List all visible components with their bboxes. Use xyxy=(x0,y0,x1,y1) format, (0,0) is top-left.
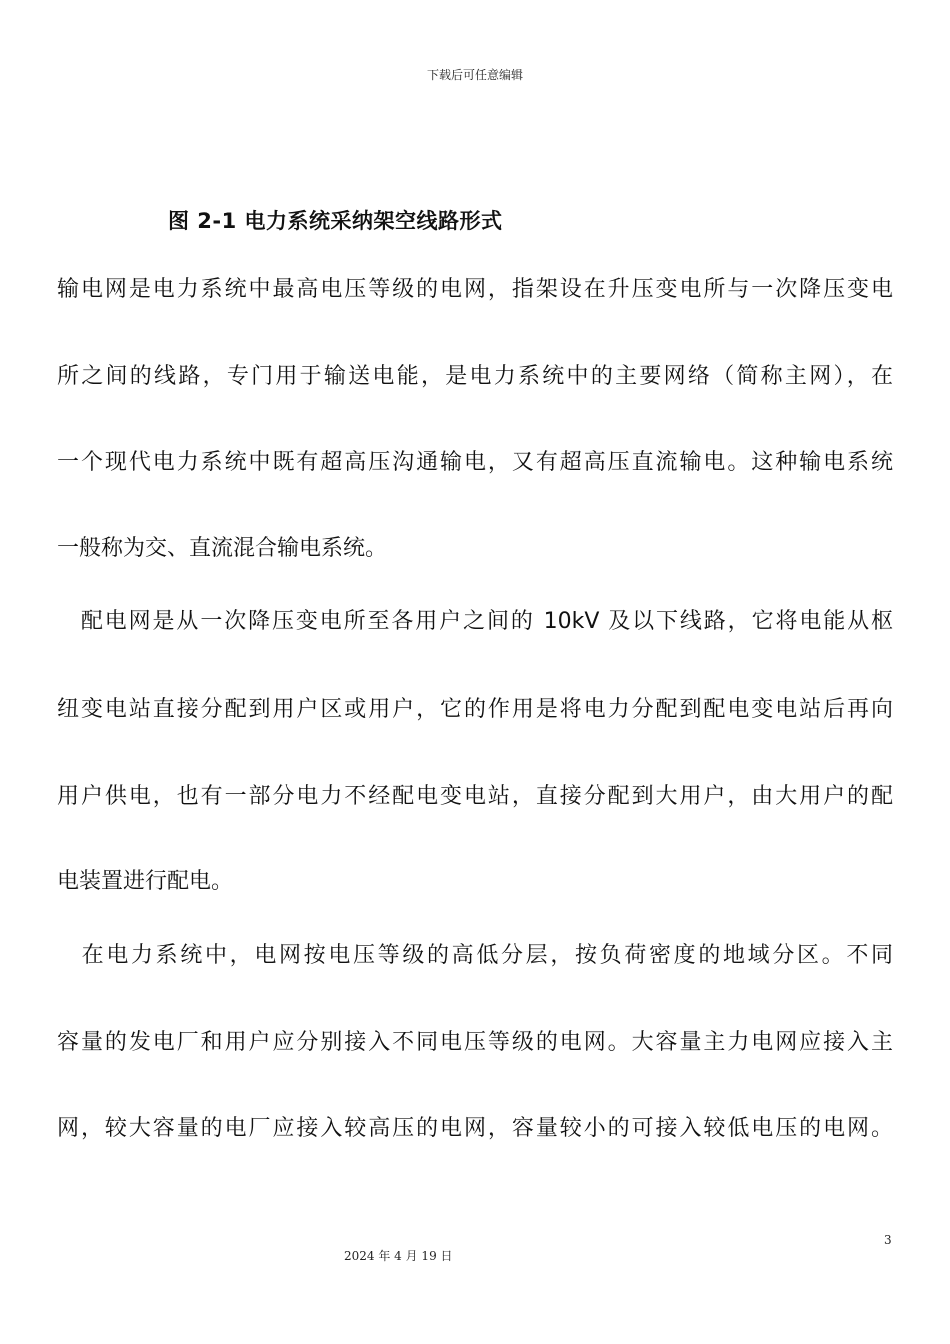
footer-date: 2024 年 4 月 19 日 xyxy=(344,1249,453,1263)
text-line: 配电网是从一次降压变电所至各用户之间的 10kV 及以下线路，它将电能从枢 xyxy=(57,609,893,634)
text-line: 网，较大容量的电厂应接入较高压的电网，容量较小的可接入较低电压的电网。 xyxy=(57,1116,893,1141)
page-number: 3 xyxy=(884,1233,892,1247)
text-line: 一个现代电力系统中既有超高压沟通输电，又有超高压直流输电。这种输电系统 xyxy=(57,450,893,475)
figure-caption: 图 2-1 电力系统采纳架空线路形式 xyxy=(168,209,503,233)
text-line: 电装置进行配电。 xyxy=(57,869,234,894)
page-header: 下载后可任意编辑 xyxy=(426,68,523,82)
text-line: 输电网是电力系统中最高电压等级的电网，指架设在升压变电所与一次降压变电 xyxy=(57,277,893,302)
text-line: 纽变电站直接分配到用户区或用户，它的作用是将电力分配到配电变电站后再向 xyxy=(57,697,893,722)
text-line: 一般称为交、直流混合输电系统。 xyxy=(57,536,388,561)
text-line: 所之间的线路，专门用于输送电能，是电力系统中的主要网络（简称主网），在 xyxy=(57,364,893,389)
text-line: 容量的发电厂和用户应分别接入不同电压等级的电网。大容量主力电网应接入主 xyxy=(57,1030,893,1055)
text-line: 在电力系统中，电网按电压等级的高低分层，按负荷密度的地域分区。不同 xyxy=(57,943,893,968)
text-line: 用户供电，也有一部分电力不经配电变电站，直接分配到大用户，由大用户的配 xyxy=(57,784,893,809)
